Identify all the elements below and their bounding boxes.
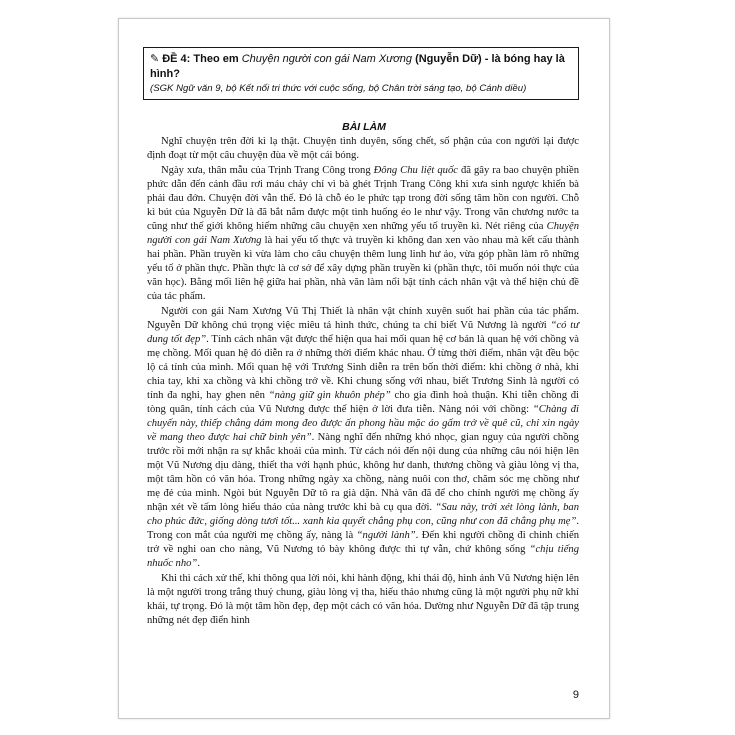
paragraph-text: cho gia đình hoà thuận. Khi tiễn chồng đi tòng quân, tính cách của Vũ Nương được thể hiện ở lời đưa tiễn. Nàng nói với chồng: [147,390,579,415]
prompt-source-note: (SGK Ngữ văn 9, bộ Kết nối tri thức với cuộc sống, bộ Chân trời sáng tạo, bộ Cánh diều) [150,83,527,94]
essay-paragraph [147,164,579,304]
italic-quote: “chịu tiếng nhuốc nho” [147,544,579,569]
essay-prompt-box [143,47,579,100]
paragraph-text: Nghĩ chuyện trên đời kì lạ thật. Chuyện tình duyên, sống chết, số phận của con người lại được định đoạt từ một câu chuyện đùa về một cái bóng. [147,136,579,161]
essay-heading: BÀI LÀM [342,121,386,133]
paragraph-text: là hai yếu tố thực và truyền kì không đan xen vào nhau mà kết cấu thành hai phần. Phần truyền kì vừa làm cho câu chuyện thêm lung linh hư ảo, vừa góp phần làm rõ những yếu tố ở phần thực. Phần thực là cơ sở để xây dựng phần truyền kì (phần thực, tôi muốn nói thực của văn học). Bằng mối liên hệ giữa hai phần, nhà văn làm nổi bật tính cách nhân vật và thể hiện chủ đề của tác phẩm. [147,235,579,302]
paragraph-text: . [197,558,200,569]
paragraph-text: Người con gái Nam Xương Vũ Thị Thiết là nhân vật chính xuyên suốt hai phần của tác phẩm. Nguyễn Dữ không chú trọng việc miêu tả hình thức, chúng ta chỉ biết Vũ Nương là người [147,306,579,331]
paragraph-text: đã gây ra bao chuyện phiền phức dẫn đến cảnh đầu rơi máu chảy chỉ vì bà ghét Trịnh Trang Công khi xưa sinh ngược khiến bà phải đau đớn. Chuyện đời vẫn thế. Đó là chỗ éo le phức tạp trong đời sống tâm hồn con người. Chỗ kì bút của Nguyễn Dữ là đã bắt nắm được một tình huống éo le như vậy. Trong văn chương nước ta cũng như thế giới không hiếm những câu chuyện xen những yếu tố truyền kì. Nét riêng của [147,165,579,232]
paragraph-text: . Nàng nghĩ đến những khó nhọc, gian nguy của người chồng trước rồi mới nhận ra sự khắc khoải của mình. Từ cách nói đến nội dung của những câu nói hiện lên một Vũ Nương dịu dàng, thiết tha với hạnh phúc, không hư danh, thương chồng và giàu lòng vị tha, một tâm hồn có văn hóa. Trong những ngày xa chồng, nàng nuôi con thơ, chăm sóc mẹ chồng như mẹ đẻ của mình. Ngòi bút Nguyễn Dữ tô ra già dặn. Nhà văn đã để cho chính người mẹ chồng ấy nhận xét về tấm lòng hiếu thảo của nàng trước khi bà cụ qua đời. [147,432,579,513]
italic-quote: “Sau này, trời xét lòng lành, ban cho phúc đức, giống dòng tươi tốt... xanh kia quyết chẳng phụ con, cũng như con đã chẳng phụ mẹ” [147,502,580,527]
pencil-icon: ✎ [150,53,160,65]
italic-quote: “có tư dung tốt đẹp” [147,320,579,345]
paragraph-text: Khi thì cách xử thế, khi thông qua lời nói, khi hành động, khi thái độ, hình ảnh Vũ Nương hiện lên là một người trong trắng thuỷ chung, giàu lòng vị tha, hiếu thảo nhưng cũng là một người phụ nữ khí khái, tự trọng. Đó là một tâm hồn đẹp, đẹp một cách có văn hóa. Dường như Nguyễn Dữ đã tập trung những nét đẹp điển hình [147,573,579,626]
paragraph-text: . Tính cách nhân vật được thể hiện qua hai mối quan hệ cơ bản là quan hệ với chồng và mẹ chồng. Mối quan hệ đó diễn ra ở những thời điểm khác nhau. Ở từng thời điểm, nhân vật đều bộc lộ cá tính của mình. Mối quan hệ với Trương Sinh diễn ra trên bốn thời điểm: khi chồng ở nhà, khi chia tay, khi xa chồng và khi chồng trở về. Khi chung sống với nhau, biết Trương Sinh là người có tính đa nghi, hay ghen nên [147,334,579,401]
page-number: 9 [572,689,579,701]
italic-quote: “Chàng đi chuyến này, thiếp chẳng dám mong đeo được ấn phong hầu mặc áo gấm trở về quê cũ, chỉ xin ngày về mang theo được hai chữ bình yên” [147,404,579,443]
essay-paragraph [147,305,579,571]
essay-prompt-title [150,52,572,82]
essay-paragraph [147,572,579,628]
prompt-author: (Nguyễn Dữ) - là bóng hay là hình? [150,53,565,80]
paragraph-text: Ngày xưa, thân mẫu của Trịnh Trang Công trong [161,165,374,176]
prompt-label: ĐỀ 4: Theo em [162,53,242,65]
italic-quote: Đông Chu liệt quốc [373,165,458,176]
italic-quote: Chuyện người con gái Nam Xương [147,221,579,246]
paragraph-text: . Trong con mắt của người mẹ chồng ấy, nàng là [147,516,579,541]
essay-paragraph [147,135,579,163]
italic-quote: “nàng giữ gìn khuôn phép” [268,390,391,401]
italic-quote: “người lành” [356,530,416,541]
prompt-work-title: Chuyện người con gái Nam Xương [241,53,413,65]
book-page [118,18,610,719]
paragraph-text: . Đến khi người chồng đi chinh chiến trở về nghi oan cho nàng, Vũ Nương tỏ bày không được thì tự vẫn, chứ không sống [147,530,579,555]
essay-body [147,135,579,628]
